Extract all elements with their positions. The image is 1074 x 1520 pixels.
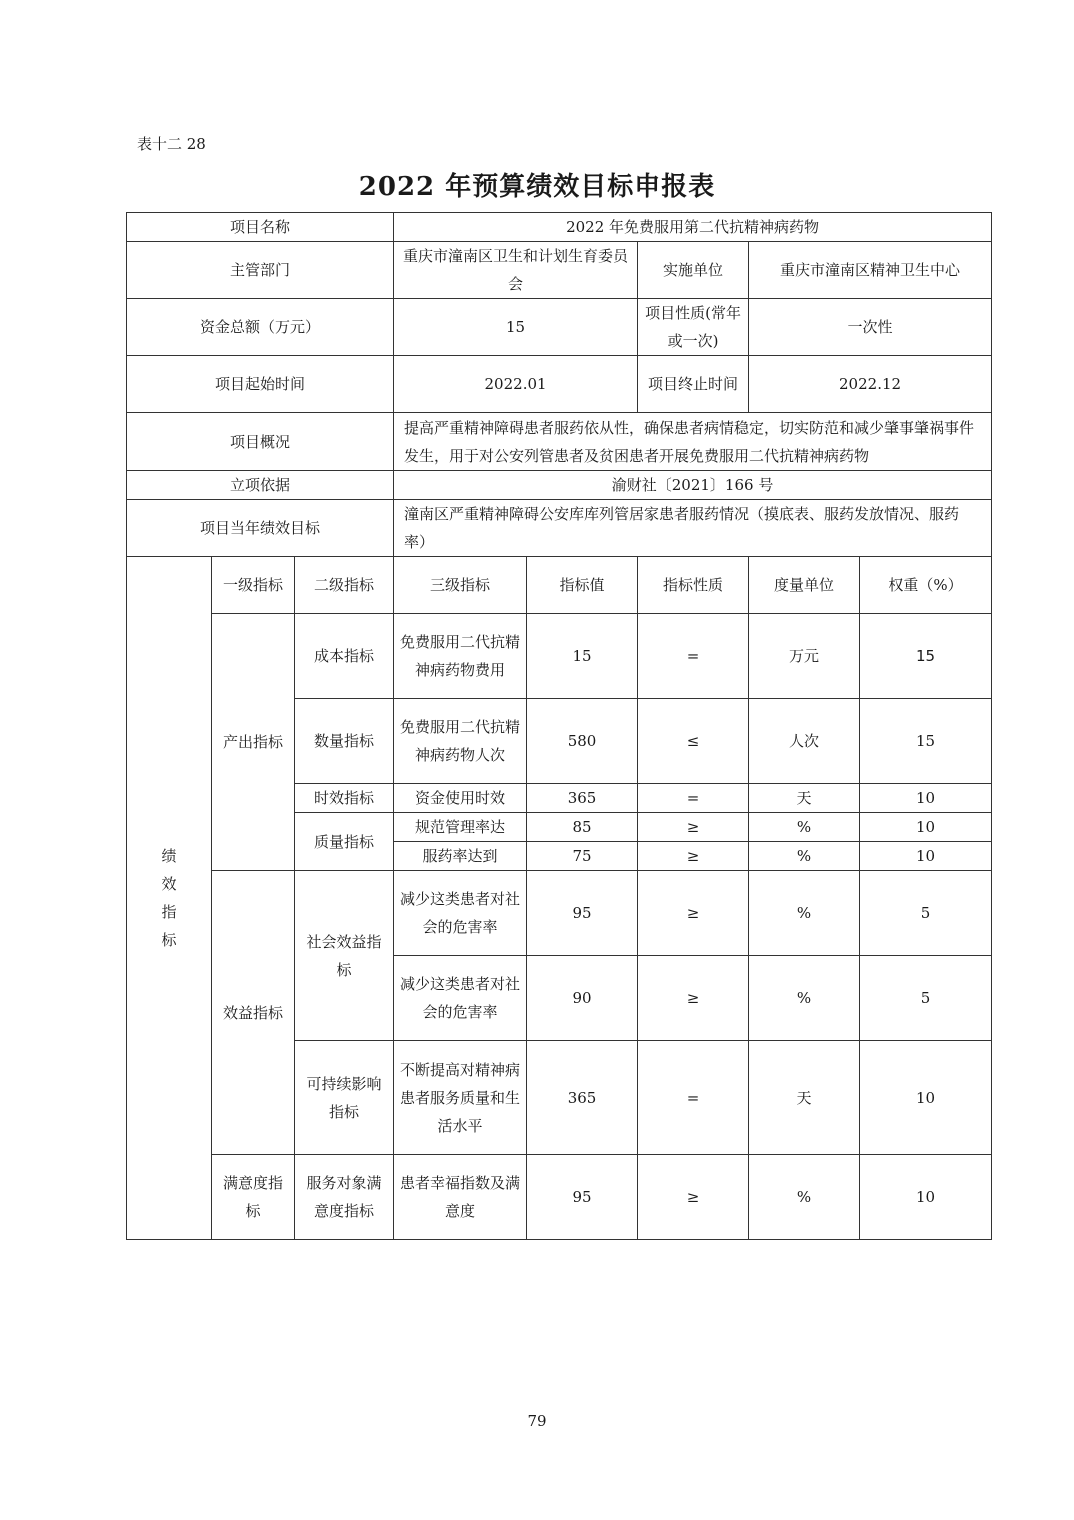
fund-value: 15 bbox=[394, 299, 638, 356]
dept-value: 重庆市潼南区卫生和计划生育委员会 bbox=[394, 242, 638, 299]
indicator-weight: 10 bbox=[860, 784, 992, 813]
indicator-nature: ≥ bbox=[638, 813, 749, 842]
indicator-weight: 15 bbox=[860, 699, 992, 784]
performance-table bbox=[126, 212, 992, 1240]
indicator-name: 资金使用时效 bbox=[394, 784, 527, 813]
end-value: 2022.12 bbox=[749, 356, 992, 413]
indicator-unit: % bbox=[749, 1155, 860, 1240]
indicator-weight: 10 bbox=[860, 1155, 992, 1240]
fund-label: 资金总额（万元） bbox=[127, 299, 394, 356]
level2-quantity: 数量指标 bbox=[295, 699, 394, 784]
level2-timeliness: 时效指标 bbox=[295, 784, 394, 813]
header-unit: 度量单位 bbox=[749, 557, 860, 614]
indicator-name: 减少这类患者对社会的危害率 bbox=[394, 956, 527, 1041]
indicator-name: 不断提高对精神病患者服务质量和生活水平 bbox=[394, 1041, 527, 1155]
indicator-weight: 10 bbox=[860, 1041, 992, 1155]
overview-label: 项目概况 bbox=[127, 413, 394, 471]
indicator-nature: = bbox=[638, 784, 749, 813]
page-number: 79 bbox=[527, 1412, 547, 1430]
indicator-value: 95 bbox=[527, 1155, 638, 1240]
indicator-nature: ≥ bbox=[638, 1155, 749, 1240]
start-value: 2022.01 bbox=[394, 356, 638, 413]
level2-satisfaction: 服务对象满意度指标 bbox=[295, 1155, 394, 1240]
goal-value: 潼南区严重精神障碍公安库库列管居家患者服药情况（摸底表、服药发放情况、服药率） bbox=[394, 500, 992, 557]
indicator-unit: 天 bbox=[749, 1041, 860, 1155]
indicator-nature: ≥ bbox=[638, 956, 749, 1041]
indicator-name: 服药率达到 bbox=[394, 842, 527, 871]
start-label: 项目起始时间 bbox=[127, 356, 394, 413]
nature-label: 项目性质(常年或一次) bbox=[638, 299, 749, 356]
header-value: 指标值 bbox=[527, 557, 638, 614]
impl-label: 实施单位 bbox=[638, 242, 749, 299]
indicator-name: 减少这类患者对社会的危害率 bbox=[394, 871, 527, 956]
level2-social: 社会效益指标 bbox=[295, 871, 394, 1041]
indicator-nature: = bbox=[638, 1041, 749, 1155]
indicator-nature: ≥ bbox=[638, 871, 749, 956]
indicator-value: 85 bbox=[527, 813, 638, 842]
indicator-value: 365 bbox=[527, 784, 638, 813]
header-weight: 权重（%） bbox=[860, 557, 992, 614]
level1-satisfaction: 满意度指标 bbox=[212, 1155, 295, 1240]
section-label: 绩效指标 bbox=[127, 557, 212, 1240]
indicator-nature: ≤ bbox=[638, 699, 749, 784]
indicator-name: 免费服用二代抗精神病药物人次 bbox=[394, 699, 527, 784]
level2-cost: 成本指标 bbox=[295, 614, 394, 699]
indicator-name: 规范管理率达 bbox=[394, 813, 527, 842]
indicator-unit: % bbox=[749, 871, 860, 956]
end-label: 项目终止时间 bbox=[638, 356, 749, 413]
project-name-value: 2022 年免费服用第二代抗精神病药物 bbox=[394, 213, 992, 242]
level2-sustainable: 可持续影响指标 bbox=[295, 1041, 394, 1155]
header-level2: 二级指标 bbox=[295, 557, 394, 614]
indicator-nature: = bbox=[638, 614, 749, 699]
indicator-value: 365 bbox=[527, 1041, 638, 1155]
indicator-name: 免费服用二代抗精神病药物费用 bbox=[394, 614, 527, 699]
indicator-value: 90 bbox=[527, 956, 638, 1041]
indicator-unit: 人次 bbox=[749, 699, 860, 784]
indicator-unit: 万元 bbox=[749, 614, 860, 699]
project-name-label: 项目名称 bbox=[127, 213, 394, 242]
page-title: 2022 年预算绩效目标申报表 bbox=[358, 172, 716, 202]
indicator-unit: % bbox=[749, 842, 860, 871]
basis-label: 立项依据 bbox=[127, 471, 394, 500]
indicator-weight: 10 bbox=[860, 813, 992, 842]
indicator-value: 580 bbox=[527, 699, 638, 784]
indicator-weight: 15 bbox=[860, 614, 992, 699]
nature-value: 一次性 bbox=[749, 299, 992, 356]
table-number: 表十二 28 bbox=[137, 135, 206, 153]
level1-output: 产出指标 bbox=[212, 614, 295, 871]
indicator-unit: 天 bbox=[749, 784, 860, 813]
header-level1: 一级指标 bbox=[212, 557, 295, 614]
basis-value: 渝财社〔2021〕166 号 bbox=[394, 471, 992, 500]
goal-label: 项目当年绩效目标 bbox=[127, 500, 394, 557]
indicator-weight: 5 bbox=[860, 956, 992, 1041]
indicator-nature: ≥ bbox=[638, 842, 749, 871]
indicator-weight: 10 bbox=[860, 842, 992, 871]
dept-label: 主管部门 bbox=[127, 242, 394, 299]
header-nature: 指标性质 bbox=[638, 557, 749, 614]
indicator-name: 患者幸福指数及满意度 bbox=[394, 1155, 527, 1240]
impl-value: 重庆市潼南区精神卫生中心 bbox=[749, 242, 992, 299]
indicator-unit: % bbox=[749, 956, 860, 1041]
level2-quality: 质量指标 bbox=[295, 813, 394, 871]
indicator-weight: 5 bbox=[860, 871, 992, 956]
overview-value: 提高严重精神障碍患者服药依从性，确保患者病情稳定，切实防范和减少肇事肇祸事件发生，用于对公安列管患者及贫困患者开展免费服用二代抗精神病药物 bbox=[394, 413, 992, 471]
indicator-value: 75 bbox=[527, 842, 638, 871]
indicator-unit: % bbox=[749, 813, 860, 842]
indicator-value: 15 bbox=[527, 614, 638, 699]
indicator-value: 95 bbox=[527, 871, 638, 956]
header-level3: 三级指标 bbox=[394, 557, 527, 614]
level1-benefit: 效益指标 bbox=[212, 871, 295, 1155]
